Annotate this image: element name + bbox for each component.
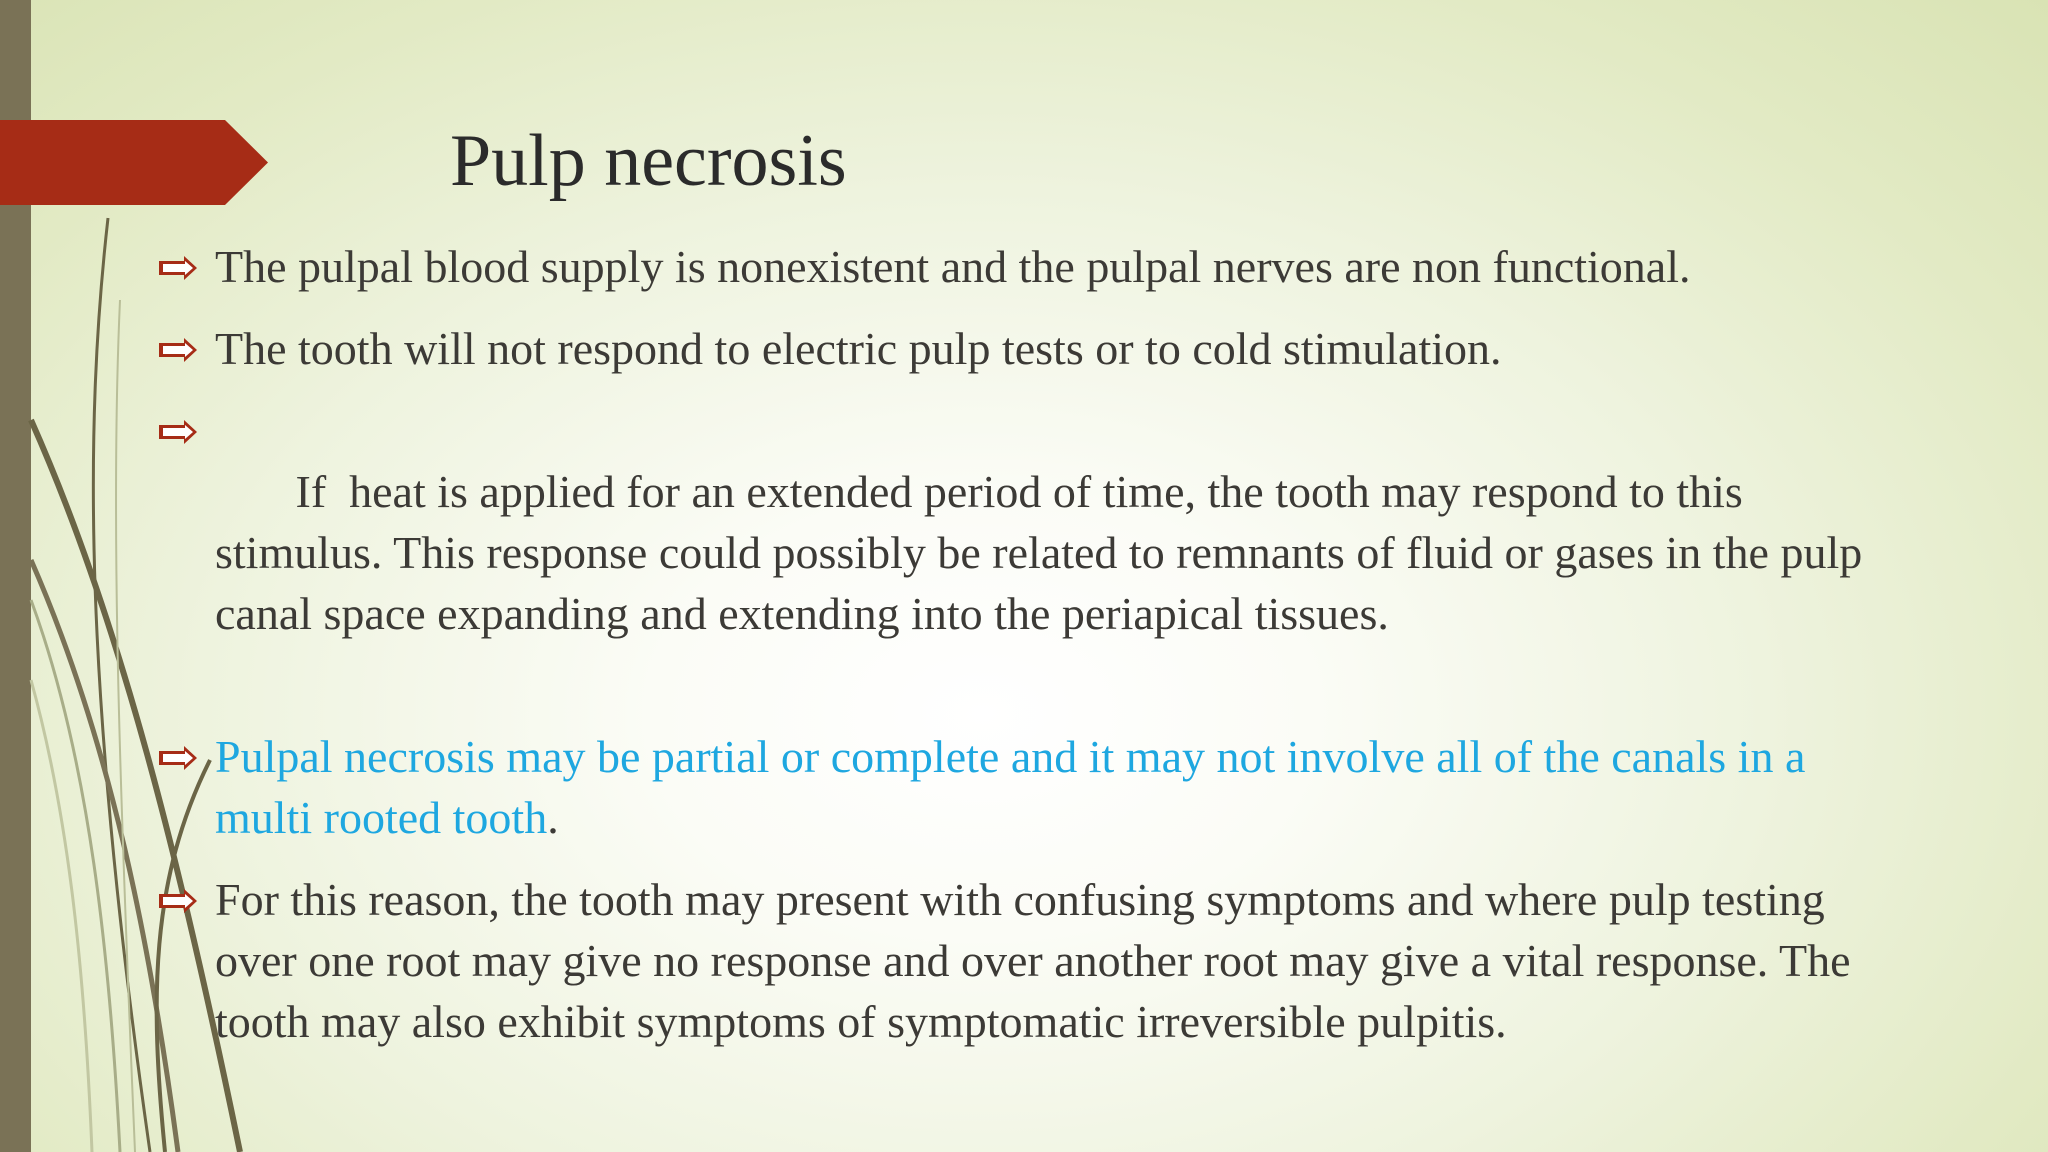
right-arrow-bullet-icon — [159, 889, 197, 913]
right-arrow-bullet-icon — [159, 420, 197, 444]
slide-title: Pulp necrosis — [450, 120, 847, 202]
bullet-list — [155, 236, 1885, 1073]
right-arrow-bullet-icon — [159, 746, 197, 770]
bullet-text: The tooth will not respond to electric pulp tests or to cold stimulation. — [215, 323, 1502, 374]
bullet-item-1 — [155, 236, 1885, 297]
title-arrow-shape — [0, 120, 270, 205]
bullet-item-5 — [155, 869, 1885, 1052]
bullet-item-3 — [155, 400, 1885, 705]
bullet-item-4 — [155, 726, 1885, 848]
bullet-text: For this reason, the tooth may present with confusing symptoms and where pulp testing over one root may give no response and over another root may give a vital response. The tooth may also exhibit symptoms of symptomatic irreversible pulpitis. — [215, 874, 1851, 1047]
bullet-text-suffix: . — [547, 792, 559, 843]
bullet-text: If heat is applied for an extended period of time, the tooth may respond to this stimulus. This response could possibly be related to remnants of fluid or gases in the pulp canal space expanding and extending into the periapical tissues. — [215, 466, 1874, 639]
bullet-text-highlighted: Pulpal necrosis may be partial or complete and it may not involve all of the canals in a multi rooted tooth — [215, 731, 1806, 843]
bullet-text: The pulpal blood supply is nonexistent and the pulpal nerves are non functional. — [215, 241, 1691, 292]
right-arrow-bullet-icon — [159, 338, 197, 362]
bullet-item-2 — [155, 318, 1885, 379]
right-arrow-bullet-icon — [159, 256, 197, 280]
